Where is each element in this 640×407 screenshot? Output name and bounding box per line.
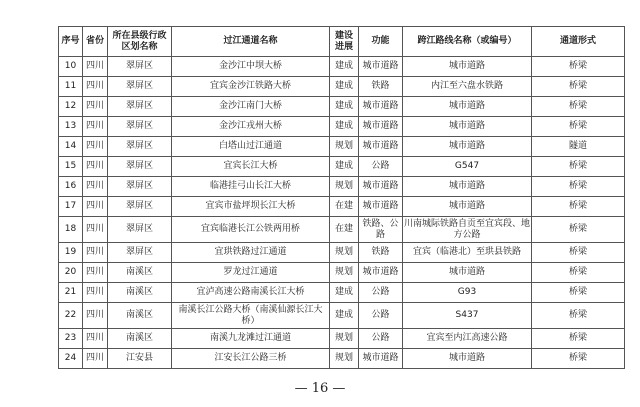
cell-status: 规划 bbox=[330, 329, 359, 349]
cell-province: 四川 bbox=[83, 57, 108, 77]
cell-route: 宜宾至内江高速公路 bbox=[403, 329, 532, 349]
cell-name: 金沙江南门大桥 bbox=[172, 97, 330, 117]
cell-name: 南溪九龙滩过江通道 bbox=[172, 329, 330, 349]
header-name: 过江通道名称 bbox=[172, 27, 330, 57]
cell-district: 翠屏区 bbox=[108, 243, 172, 263]
cell-district: 翠屏区 bbox=[108, 97, 172, 117]
header-status: 建设进展 bbox=[330, 27, 359, 57]
cell-province: 四川 bbox=[83, 197, 108, 217]
cell-form: 桥梁 bbox=[532, 197, 625, 217]
cell-district: 翠屏区 bbox=[108, 117, 172, 137]
cell-no: 15 bbox=[59, 157, 83, 177]
table-row bbox=[59, 329, 625, 349]
cell-status: 规划 bbox=[330, 349, 359, 369]
crossing-table bbox=[58, 26, 625, 369]
cell-route: 川南城际铁路自贡至宜宾段、地方公路 bbox=[403, 217, 532, 243]
cell-route: S437 bbox=[403, 303, 532, 329]
table-row bbox=[59, 117, 625, 137]
cell-no: 13 bbox=[59, 117, 83, 137]
table-row bbox=[59, 243, 625, 263]
cell-status: 规划 bbox=[330, 243, 359, 263]
cell-no: 21 bbox=[59, 283, 83, 303]
table-row bbox=[59, 349, 625, 369]
table-row bbox=[59, 263, 625, 283]
cell-province: 四川 bbox=[83, 243, 108, 263]
cell-no: 17 bbox=[59, 197, 83, 217]
cell-name: 宜宾临港长江公铁两用桥 bbox=[172, 217, 330, 243]
cell-function: 城市道路 bbox=[359, 349, 403, 369]
cell-form: 桥梁 bbox=[532, 263, 625, 283]
cell-name: 江安长江公路三桥 bbox=[172, 349, 330, 369]
cell-name: 宜宾市盐坪坝长江大桥 bbox=[172, 197, 330, 217]
cell-status: 规划 bbox=[330, 263, 359, 283]
cell-province: 四川 bbox=[83, 77, 108, 97]
cell-no: 22 bbox=[59, 303, 83, 329]
cell-form: 桥梁 bbox=[532, 77, 625, 97]
cell-form: 隧道 bbox=[532, 137, 625, 157]
cell-function: 城市道路 bbox=[359, 57, 403, 77]
cell-name: 宜宾金沙江铁路大桥 bbox=[172, 77, 330, 97]
cell-route: 城市道路 bbox=[403, 97, 532, 117]
cell-function: 铁路 bbox=[359, 77, 403, 97]
table-row bbox=[59, 197, 625, 217]
cell-district: 翠屏区 bbox=[108, 57, 172, 77]
cell-route: G93 bbox=[403, 283, 532, 303]
table-row bbox=[59, 177, 625, 197]
cell-district: 南溪区 bbox=[108, 263, 172, 283]
cell-no: 23 bbox=[59, 329, 83, 349]
cell-province: 四川 bbox=[83, 97, 108, 117]
cell-status: 规划 bbox=[330, 137, 359, 157]
cell-form: 桥梁 bbox=[532, 117, 625, 137]
table-row bbox=[59, 137, 625, 157]
cell-name: 南溪长江公路大桥（南溪仙源长江大桥） bbox=[172, 303, 330, 329]
cell-province: 四川 bbox=[83, 157, 108, 177]
cell-district: 翠屏区 bbox=[108, 177, 172, 197]
cell-route: 城市道路 bbox=[403, 263, 532, 283]
table-row bbox=[59, 77, 625, 97]
table-row bbox=[59, 57, 625, 77]
cell-function: 城市道路 bbox=[359, 137, 403, 157]
page-number: — 16 — bbox=[294, 381, 346, 396]
cell-status: 建成 bbox=[330, 57, 359, 77]
cell-function: 公路 bbox=[359, 157, 403, 177]
cell-district: 翠屏区 bbox=[108, 157, 172, 177]
cell-status: 建成 bbox=[330, 157, 359, 177]
cell-province: 四川 bbox=[83, 349, 108, 369]
header-province: 省份 bbox=[83, 27, 108, 57]
header-function: 功能 bbox=[359, 27, 403, 57]
cell-status: 在建 bbox=[330, 217, 359, 243]
cell-route: G547 bbox=[403, 157, 532, 177]
cell-province: 四川 bbox=[83, 303, 108, 329]
cell-route: 宜宾（临港北）至珙县铁路 bbox=[403, 243, 532, 263]
cell-status: 规划 bbox=[330, 177, 359, 197]
cell-district: 翠屏区 bbox=[108, 137, 172, 157]
cell-district: 翠屏区 bbox=[108, 197, 172, 217]
cell-province: 四川 bbox=[83, 177, 108, 197]
table-row bbox=[59, 217, 625, 243]
cell-status: 在建 bbox=[330, 197, 359, 217]
cell-name: 宜宾长江大桥 bbox=[172, 157, 330, 177]
cell-name: 金沙江戎州大桥 bbox=[172, 117, 330, 137]
cell-no: 11 bbox=[59, 77, 83, 97]
cell-function: 铁路 bbox=[359, 243, 403, 263]
cell-district: 江安县 bbox=[108, 349, 172, 369]
cell-form: 桥梁 bbox=[532, 57, 625, 77]
header-form: 通道形式 bbox=[532, 27, 625, 57]
cell-name: 宜泸高速公路南溪长江大桥 bbox=[172, 283, 330, 303]
cell-no: 20 bbox=[59, 263, 83, 283]
cell-name: 罗龙过江通道 bbox=[172, 263, 330, 283]
cell-no: 19 bbox=[59, 243, 83, 263]
cell-function: 城市道路 bbox=[359, 97, 403, 117]
cell-status: 建成 bbox=[330, 97, 359, 117]
table-row bbox=[59, 283, 625, 303]
cell-name: 宜珙铁路过江通道 bbox=[172, 243, 330, 263]
cell-form: 桥梁 bbox=[532, 97, 625, 117]
cell-function: 城市道路 bbox=[359, 177, 403, 197]
cell-name: 白塔山过江通道 bbox=[172, 137, 330, 157]
cell-form: 桥梁 bbox=[532, 157, 625, 177]
cell-route: 城市道路 bbox=[403, 349, 532, 369]
cell-route: 内江至六盘水铁路 bbox=[403, 77, 532, 97]
cell-route: 城市道路 bbox=[403, 117, 532, 137]
cell-district: 翠屏区 bbox=[108, 217, 172, 243]
cell-status: 建成 bbox=[330, 117, 359, 137]
cell-form: 桥梁 bbox=[532, 349, 625, 369]
cell-status: 建成 bbox=[330, 303, 359, 329]
cell-form: 桥梁 bbox=[532, 329, 625, 349]
header-route: 跨江路线名称（或编号） bbox=[403, 27, 532, 57]
cell-no: 18 bbox=[59, 217, 83, 243]
cell-name: 临港挂弓山长江大桥 bbox=[172, 177, 330, 197]
cell-district: 翠屏区 bbox=[108, 77, 172, 97]
table-row bbox=[59, 157, 625, 177]
cell-district: 南溪区 bbox=[108, 283, 172, 303]
cell-form: 桥梁 bbox=[532, 217, 625, 243]
table-body bbox=[59, 57, 625, 369]
cell-province: 四川 bbox=[83, 117, 108, 137]
table-row bbox=[59, 303, 625, 329]
cell-no: 14 bbox=[59, 137, 83, 157]
cell-function: 公路 bbox=[359, 329, 403, 349]
cell-no: 24 bbox=[59, 349, 83, 369]
cell-route: 城市道路 bbox=[403, 197, 532, 217]
cell-province: 四川 bbox=[83, 283, 108, 303]
cell-route: 城市道路 bbox=[403, 57, 532, 77]
cell-form: 桥梁 bbox=[532, 303, 625, 329]
cell-province: 四川 bbox=[83, 217, 108, 243]
cell-function: 铁路、公路 bbox=[359, 217, 403, 243]
cell-no: 10 bbox=[59, 57, 83, 77]
cell-function: 公路 bbox=[359, 303, 403, 329]
cell-status: 建成 bbox=[330, 77, 359, 97]
cell-no: 12 bbox=[59, 97, 83, 117]
cell-function: 城市道路 bbox=[359, 117, 403, 137]
cell-district: 南溪区 bbox=[108, 303, 172, 329]
cell-status: 建成 bbox=[330, 283, 359, 303]
cell-province: 四川 bbox=[83, 329, 108, 349]
header-no: 序号 bbox=[59, 27, 83, 57]
cell-function: 城市道路 bbox=[359, 263, 403, 283]
cell-form: 桥梁 bbox=[532, 177, 625, 197]
cell-province: 四川 bbox=[83, 137, 108, 157]
cell-function: 公路 bbox=[359, 283, 403, 303]
cell-route: 城市道路 bbox=[403, 137, 532, 157]
table-header-row bbox=[59, 27, 625, 57]
cell-function: 城市道路 bbox=[359, 197, 403, 217]
cell-form: 桥梁 bbox=[532, 243, 625, 263]
cell-name: 金沙江中坝大桥 bbox=[172, 57, 330, 77]
header-district: 所在县级行政区划名称 bbox=[108, 27, 172, 57]
cell-province: 四川 bbox=[83, 263, 108, 283]
table-row bbox=[59, 97, 625, 117]
cell-route: 城市道路 bbox=[403, 177, 532, 197]
cell-form: 桥梁 bbox=[532, 283, 625, 303]
cell-district: 南溪区 bbox=[108, 329, 172, 349]
cell-no: 16 bbox=[59, 177, 83, 197]
